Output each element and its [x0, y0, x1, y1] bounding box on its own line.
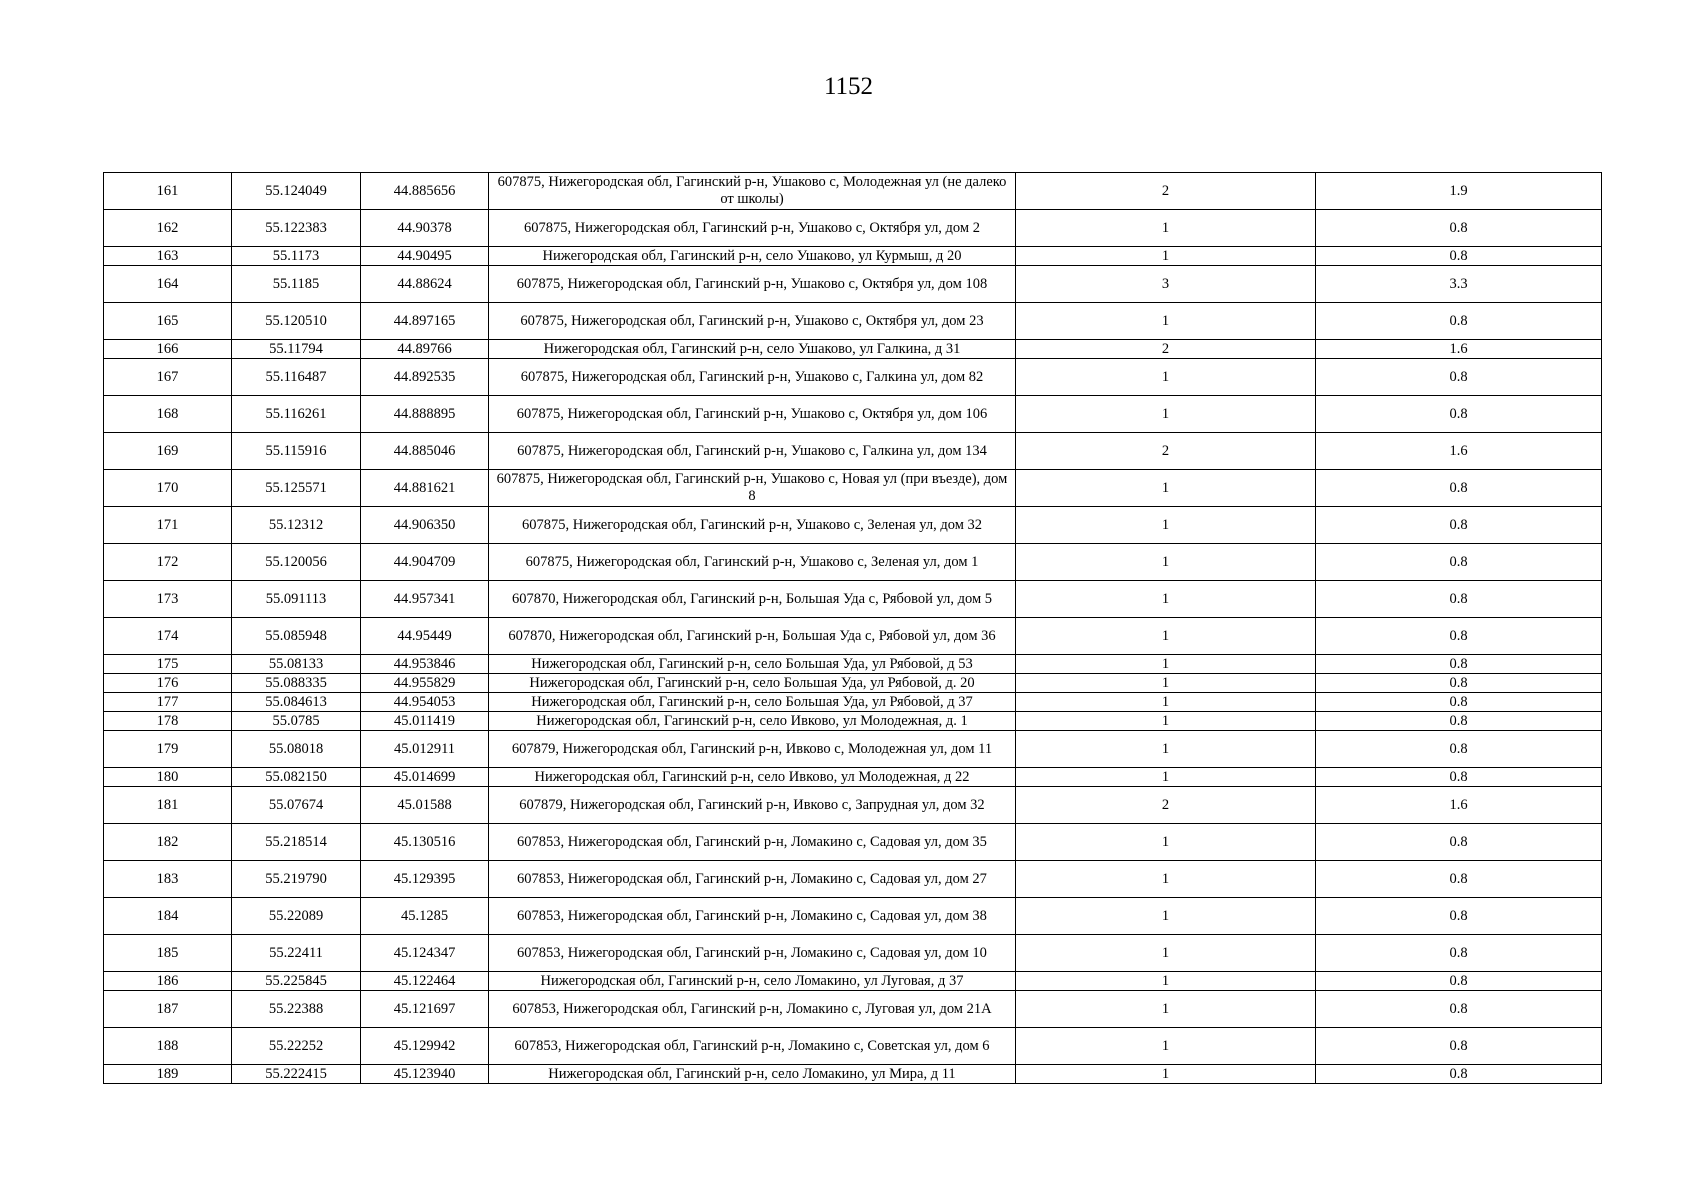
- container-count-cell: 2: [1016, 787, 1316, 824]
- address-cell: 607853, Нижегородская обл, Гагинский р-н, Ломакино с, Садовая ул, дом 35: [489, 824, 1016, 861]
- row-number-cell: 161: [104, 173, 232, 210]
- latitude-cell: 55.115916: [232, 433, 361, 470]
- volume-cell: 0.8: [1316, 655, 1602, 674]
- longitude-cell: 44.885046: [361, 433, 489, 470]
- latitude-cell: 55.225845: [232, 972, 361, 991]
- table-row: [104, 787, 1602, 824]
- table-row: [104, 824, 1602, 861]
- latitude-cell: 55.12312: [232, 507, 361, 544]
- volume-cell: 0.8: [1316, 544, 1602, 581]
- volume-cell: 0.8: [1316, 303, 1602, 340]
- longitude-cell: 45.121697: [361, 991, 489, 1028]
- row-number-cell: 182: [104, 824, 232, 861]
- address-cell: 607879, Нижегородская обл, Гагинский р-н, Ивково с, Запрудная ул, дом 32: [489, 787, 1016, 824]
- volume-cell: 0.8: [1316, 507, 1602, 544]
- address-cell: 607875, Нижегородская обл, Гагинский р-н, Ушаково с, Октября ул, дом 23: [489, 303, 1016, 340]
- container-count-cell: 1: [1016, 768, 1316, 787]
- address-cell: 607875, Нижегородская обл, Гагинский р-н, Ушаково с, Зеленая ул, дом 32: [489, 507, 1016, 544]
- row-number-cell: 179: [104, 731, 232, 768]
- container-count-cell: 1: [1016, 1065, 1316, 1084]
- longitude-cell: 44.897165: [361, 303, 489, 340]
- row-number-cell: 174: [104, 618, 232, 655]
- longitude-cell: 45.011419: [361, 712, 489, 731]
- address-cell: 607853, Нижегородская обл, Гагинский р-н, Ломакино с, Садовая ул, дом 10: [489, 935, 1016, 972]
- address-cell: 607875, Нижегородская обл, Гагинский р-н, Ушаково с, Молодежная ул (не далеко от школы): [489, 173, 1016, 210]
- longitude-cell: 44.904709: [361, 544, 489, 581]
- container-count-cell: 1: [1016, 674, 1316, 693]
- longitude-cell: 44.892535: [361, 359, 489, 396]
- container-count-cell: 1: [1016, 898, 1316, 935]
- longitude-cell: 44.888895: [361, 396, 489, 433]
- latitude-cell: 55.22252: [232, 1028, 361, 1065]
- address-cell: 607875, Нижегородская обл, Гагинский р-н, Ушаково с, Октября ул, дом 2: [489, 210, 1016, 247]
- volume-cell: 3.3: [1316, 266, 1602, 303]
- row-number-cell: 164: [104, 266, 232, 303]
- container-count-cell: 1: [1016, 1028, 1316, 1065]
- row-number-cell: 175: [104, 655, 232, 674]
- table-row: [104, 935, 1602, 972]
- longitude-cell: 45.123940: [361, 1065, 489, 1084]
- container-count-cell: 1: [1016, 359, 1316, 396]
- longitude-cell: 44.955829: [361, 674, 489, 693]
- table-row: [104, 507, 1602, 544]
- volume-cell: 0.8: [1316, 824, 1602, 861]
- container-count-cell: 1: [1016, 861, 1316, 898]
- address-cell: Нижегородская обл, Гагинский р-н, село Ломакино, ул Луговая, д 37: [489, 972, 1016, 991]
- container-sites-table: [103, 172, 1602, 1084]
- address-cell: 607853, Нижегородская обл, Гагинский р-н, Ломакино с, Садовая ул, дом 38: [489, 898, 1016, 935]
- table-row: [104, 1028, 1602, 1065]
- address-cell: Нижегородская обл, Гагинский р-н, село Большая Уда, ул Рябовой, д 37: [489, 693, 1016, 712]
- container-count-cell: 1: [1016, 712, 1316, 731]
- volume-cell: 0.8: [1316, 712, 1602, 731]
- row-number-cell: 176: [104, 674, 232, 693]
- latitude-cell: 55.120510: [232, 303, 361, 340]
- volume-cell: 0.8: [1316, 1065, 1602, 1084]
- latitude-cell: 55.116487: [232, 359, 361, 396]
- latitude-cell: 55.08133: [232, 655, 361, 674]
- volume-cell: 0.8: [1316, 898, 1602, 935]
- longitude-cell: 45.129942: [361, 1028, 489, 1065]
- volume-cell: 0.8: [1316, 768, 1602, 787]
- table-row: [104, 470, 1602, 507]
- latitude-cell: 55.124049: [232, 173, 361, 210]
- address-cell: Нижегородская обл, Гагинский р-н, село Большая Уда, ул Рябовой, д. 20: [489, 674, 1016, 693]
- latitude-cell: 55.116261: [232, 396, 361, 433]
- volume-cell: 1.9: [1316, 173, 1602, 210]
- address-cell: Нижегородская обл, Гагинский р-н, село Ивково, ул Молодежная, д. 1: [489, 712, 1016, 731]
- container-count-cell: 1: [1016, 972, 1316, 991]
- container-count-cell: 1: [1016, 507, 1316, 544]
- row-number-cell: 187: [104, 991, 232, 1028]
- latitude-cell: 55.088335: [232, 674, 361, 693]
- table-row: [104, 1065, 1602, 1084]
- row-number-cell: 178: [104, 712, 232, 731]
- latitude-cell: 55.120056: [232, 544, 361, 581]
- table-row: [104, 581, 1602, 618]
- latitude-cell: 55.122383: [232, 210, 361, 247]
- latitude-cell: 55.0785: [232, 712, 361, 731]
- row-number-cell: 162: [104, 210, 232, 247]
- address-cell: 607870, Нижегородская обл, Гагинский р-н, Большая Уда с, Рябовой ул, дом 5: [489, 581, 1016, 618]
- container-count-cell: 3: [1016, 266, 1316, 303]
- volume-cell: 1.6: [1316, 340, 1602, 359]
- container-count-cell: 1: [1016, 544, 1316, 581]
- volume-cell: 0.8: [1316, 359, 1602, 396]
- container-count-cell: 1: [1016, 303, 1316, 340]
- container-count-cell: 2: [1016, 340, 1316, 359]
- table-row: [104, 731, 1602, 768]
- longitude-cell: 44.954053: [361, 693, 489, 712]
- table-row: [104, 544, 1602, 581]
- longitude-cell: 44.957341: [361, 581, 489, 618]
- longitude-cell: 45.129395: [361, 861, 489, 898]
- table-row: [104, 991, 1602, 1028]
- row-number-cell: 165: [104, 303, 232, 340]
- container-count-cell: 1: [1016, 581, 1316, 618]
- container-count-cell: 1: [1016, 991, 1316, 1028]
- container-count-cell: 1: [1016, 731, 1316, 768]
- volume-cell: 0.8: [1316, 247, 1602, 266]
- longitude-cell: 45.130516: [361, 824, 489, 861]
- table-row: [104, 396, 1602, 433]
- longitude-cell: 44.95449: [361, 618, 489, 655]
- table-row: [104, 768, 1602, 787]
- longitude-cell: 45.014699: [361, 768, 489, 787]
- latitude-cell: 55.08018: [232, 731, 361, 768]
- table-row: [104, 173, 1602, 210]
- longitude-cell: 44.90378: [361, 210, 489, 247]
- container-count-cell: 1: [1016, 693, 1316, 712]
- volume-cell: 0.8: [1316, 731, 1602, 768]
- table-row: [104, 861, 1602, 898]
- latitude-cell: 55.085948: [232, 618, 361, 655]
- container-count-cell: 1: [1016, 470, 1316, 507]
- table-row: [104, 303, 1602, 340]
- address-cell: 607875, Нижегородская обл, Гагинский р-н, Ушаково с, Галкина ул, дом 134: [489, 433, 1016, 470]
- latitude-cell: 55.1185: [232, 266, 361, 303]
- latitude-cell: 55.219790: [232, 861, 361, 898]
- row-number-cell: 166: [104, 340, 232, 359]
- longitude-cell: 44.89766: [361, 340, 489, 359]
- table-row: [104, 898, 1602, 935]
- volume-cell: 0.8: [1316, 581, 1602, 618]
- address-cell: Нижегородская обл, Гагинский р-н, село Ивково, ул Молодежная, д 22: [489, 768, 1016, 787]
- latitude-cell: 55.11794: [232, 340, 361, 359]
- latitude-cell: 55.082150: [232, 768, 361, 787]
- row-number-cell: 183: [104, 861, 232, 898]
- row-number-cell: 180: [104, 768, 232, 787]
- row-number-cell: 168: [104, 396, 232, 433]
- row-number-cell: 170: [104, 470, 232, 507]
- address-cell: Нижегородская обл, Гагинский р-н, село Ломакино, ул Мира, д 11: [489, 1065, 1016, 1084]
- row-number-cell: 181: [104, 787, 232, 824]
- latitude-cell: 55.22388: [232, 991, 361, 1028]
- latitude-cell: 55.091113: [232, 581, 361, 618]
- latitude-cell: 55.222415: [232, 1065, 361, 1084]
- latitude-cell: 55.218514: [232, 824, 361, 861]
- table-row: [104, 247, 1602, 266]
- address-cell: Нижегородская обл, Гагинский р-н, село Большая Уда, ул Рябовой, д 53: [489, 655, 1016, 674]
- latitude-cell: 55.22089: [232, 898, 361, 935]
- table-row: [104, 618, 1602, 655]
- volume-cell: 0.8: [1316, 470, 1602, 507]
- longitude-cell: 45.122464: [361, 972, 489, 991]
- longitude-cell: 44.90495: [361, 247, 489, 266]
- longitude-cell: 44.881621: [361, 470, 489, 507]
- table-body: [104, 173, 1602, 1084]
- address-cell: Нижегородская обл, Гагинский р-н, село Ушаково, ул Курмыш, д 20: [489, 247, 1016, 266]
- longitude-cell: 44.953846: [361, 655, 489, 674]
- volume-cell: 0.8: [1316, 972, 1602, 991]
- volume-cell: 1.6: [1316, 433, 1602, 470]
- table-row: [104, 712, 1602, 731]
- volume-cell: 0.8: [1316, 861, 1602, 898]
- table-row: [104, 359, 1602, 396]
- row-number-cell: 184: [104, 898, 232, 935]
- latitude-cell: 55.084613: [232, 693, 361, 712]
- row-number-cell: 177: [104, 693, 232, 712]
- longitude-cell: 45.01588: [361, 787, 489, 824]
- address-cell: 607853, Нижегородская обл, Гагинский р-н, Ломакино с, Луговая ул, дом 21А: [489, 991, 1016, 1028]
- row-number-cell: 167: [104, 359, 232, 396]
- latitude-cell: 55.1173: [232, 247, 361, 266]
- container-count-cell: 1: [1016, 396, 1316, 433]
- longitude-cell: 44.88624: [361, 266, 489, 303]
- page-number: 1152: [823, 73, 874, 100]
- container-count-cell: 2: [1016, 433, 1316, 470]
- table-row: [104, 433, 1602, 470]
- container-count-cell: 1: [1016, 935, 1316, 972]
- table-row: [104, 674, 1602, 693]
- volume-cell: 0.8: [1316, 674, 1602, 693]
- row-number-cell: 173: [104, 581, 232, 618]
- address-cell: 607853, Нижегородская обл, Гагинский р-н, Ломакино с, Советская ул, дом 6: [489, 1028, 1016, 1065]
- container-count-cell: 2: [1016, 173, 1316, 210]
- row-number-cell: 189: [104, 1065, 232, 1084]
- table-row: [104, 693, 1602, 712]
- table-row: [104, 266, 1602, 303]
- latitude-cell: 55.125571: [232, 470, 361, 507]
- longitude-cell: 44.906350: [361, 507, 489, 544]
- volume-cell: 0.8: [1316, 693, 1602, 712]
- container-count-cell: 1: [1016, 655, 1316, 674]
- volume-cell: 1.6: [1316, 787, 1602, 824]
- container-count-cell: 1: [1016, 824, 1316, 861]
- row-number-cell: 171: [104, 507, 232, 544]
- volume-cell: 0.8: [1316, 396, 1602, 433]
- address-cell: Нижегородская обл, Гагинский р-н, село Ушаково, ул Галкина, д 31: [489, 340, 1016, 359]
- volume-cell: 0.8: [1316, 618, 1602, 655]
- latitude-cell: 55.22411: [232, 935, 361, 972]
- longitude-cell: 45.1285: [361, 898, 489, 935]
- volume-cell: 0.8: [1316, 991, 1602, 1028]
- address-cell: 607853, Нижегородская обл, Гагинский р-н, Ломакино с, Садовая ул, дом 27: [489, 861, 1016, 898]
- row-number-cell: 186: [104, 972, 232, 991]
- longitude-cell: 44.885656: [361, 173, 489, 210]
- longitude-cell: 45.124347: [361, 935, 489, 972]
- row-number-cell: 169: [104, 433, 232, 470]
- row-number-cell: 163: [104, 247, 232, 266]
- address-cell: 607875, Нижегородская обл, Гагинский р-н, Ушаково с, Октября ул, дом 108: [489, 266, 1016, 303]
- address-cell: 607875, Нижегородская обл, Гагинский р-н, Ушаково с, Галкина ул, дом 82: [489, 359, 1016, 396]
- latitude-cell: 55.07674: [232, 787, 361, 824]
- row-number-cell: 188: [104, 1028, 232, 1065]
- table-row: [104, 655, 1602, 674]
- address-cell: 607875, Нижегородская обл, Гагинский р-н, Ушаково с, Октября ул, дом 106: [489, 396, 1016, 433]
- container-count-cell: 1: [1016, 210, 1316, 247]
- volume-cell: 0.8: [1316, 1028, 1602, 1065]
- address-cell: 607870, Нижегородская обл, Гагинский р-н, Большая Уда с, Рябовой ул, дом 36: [489, 618, 1016, 655]
- row-number-cell: 185: [104, 935, 232, 972]
- table-row: [104, 972, 1602, 991]
- address-cell: 607879, Нижегородская обл, Гагинский р-н, Ивково с, Молодежная ул, дом 11: [489, 731, 1016, 768]
- container-count-cell: 1: [1016, 247, 1316, 266]
- table-row: [104, 340, 1602, 359]
- row-number-cell: 172: [104, 544, 232, 581]
- volume-cell: 0.8: [1316, 210, 1602, 247]
- volume-cell: 0.8: [1316, 935, 1602, 972]
- container-count-cell: 1: [1016, 618, 1316, 655]
- address-cell: 607875, Нижегородская обл, Гагинский р-н, Ушаково с, Новая ул (при въезде), дом 8: [489, 470, 1016, 507]
- longitude-cell: 45.012911: [361, 731, 489, 768]
- address-cell: 607875, Нижегородская обл, Гагинский р-н, Ушаково с, Зеленая ул, дом 1: [489, 544, 1016, 581]
- table-row: [104, 210, 1602, 247]
